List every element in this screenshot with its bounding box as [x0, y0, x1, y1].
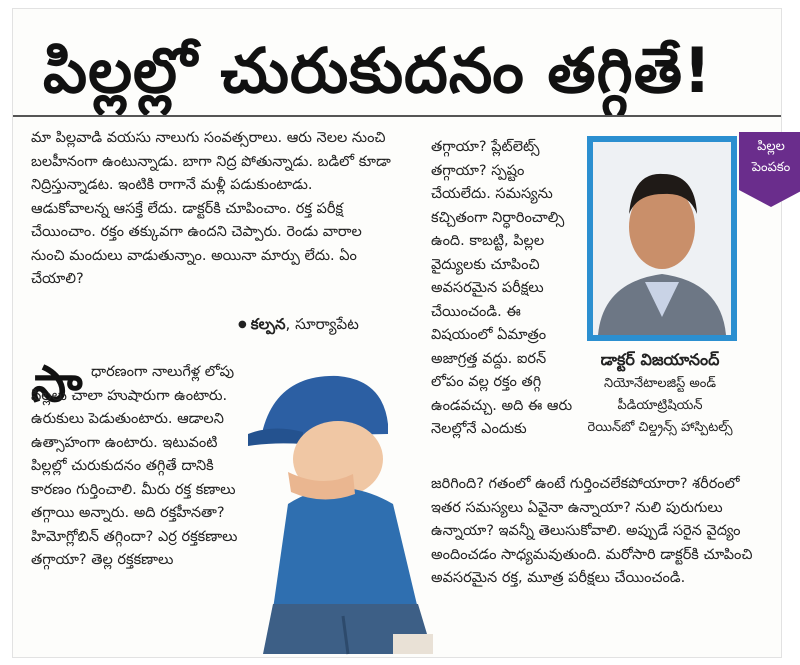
headline-divider [13, 115, 781, 117]
tag-line-1: పిల్లల [757, 139, 785, 154]
doctor-caption [565, 347, 755, 439]
dropcap: సా [31, 355, 83, 413]
doctor-photo [593, 142, 731, 335]
doctor-title-1: నియోనేటాలజిస్ట్ అండ్ [604, 376, 716, 391]
answer-column-1: ధారణంగా నాలుగేళ్ల లోపు పిల్లలు చాలా హుషారుగా ఉంటారు. ఉరుకులు పెడుతుంటారు. ఆడాలని ఉత్సాహంగా ఉంటారు. ఇటువంటి పిల్లల్లో చురుకుదనం తగ్గితే దానికి కారణం గుర్తించాలి. మీరు రక్త కణాలు తగ్గాయి అన్నారు. అది రక్తహీనతా? హిమోగ్లోబిన్ తగ్గిందా? ఎర్ర రక్తకణాలు తగ్గాయా? తెల్ల రక్తకణాలు [31, 364, 238, 568]
child-photo [243, 354, 443, 659]
answer-column-3: జరిగింది? గతంలో ఉంటే గుర్తించలేకపోయారా? శరీరంలో ఇతర సమస్యలు ఏవైనా ఉన్నాయా? నులి పురుగులు ఉన్నాయా? ఇవన్నీ తెలుసుకోవాలి. అప్పుడే సరైన వైద్యం అందించడం సాధ్యమవుతుంది. మరోసారి డాక్టర్‌కి చూపించి అవసరమైన రక్త, మూత్ర పరీక్షలు చేయించండి. [431, 476, 753, 586]
headline: పిల్లల్లో చురుకుదనం తగ్గితే! [43, 34, 713, 107]
section-tag [739, 132, 800, 207]
newspaper-clipping [12, 8, 791, 658]
reader-place: , సూర్యాపేట [285, 315, 359, 333]
sad-child-illustration [243, 354, 443, 659]
bullet-icon: ● [238, 319, 247, 330]
doctor-photo-frame [587, 136, 737, 341]
doctor-portrait [593, 142, 731, 335]
tag-line-2: పెంపకం [751, 160, 791, 175]
reader-signature [238, 315, 359, 337]
doctor-hospital: రెయిన్‌బో చిల్డ్రన్స్ హాస్పిటల్స్ [587, 420, 733, 435]
doctor-title-2: పీడియాట్రిషియన్ [617, 398, 703, 413]
section-tag-label [739, 136, 800, 178]
reader-question: మా పిల్లవాడి వయసు నాలుగు సంవత్సరాలు. ఆరు నెలల నుంచి బలహీనంగా ఉంటున్నాడు. బాగా నిద్ర పోతున్నాడు. బడిలో కూడా నిద్రిస్తున్నాడట. ఇంటికి రాగానే మళ్లీ పడుకుంటాడు. ఆడుకోవాలన్న ఆసక్తే లేదు. డాక్టర్‌కి చూపించాం. రక్త పరీక్ష చేయించాం. రక్తం తక్కువగా ఉందని చెప్పారు. రెండు వారాల నుంచి మందులు వాడుతున్నాం. అయినా మార్పు లేదు. ఏం చేయాలి? [31, 130, 391, 287]
doctor-name: డాక్టర్ విజయానంద్ [600, 350, 720, 369]
reader-name: కల్పన [250, 315, 286, 333]
answer-column-2: తగ్గాయా? ప్లేట్‌లెట్స్ తగ్గాయా? స్పష్టం చేయలేదు. సమస్యను కచ్చితంగా నిర్ధారించాల్సి ఉంది. కాబట్టి, పిల్లల వైద్యులకు చూపించి అవసరమైన పరీక్షలు చేయించండి. ఈ విషయంలో ఏమాత్రం అజాగ్రత్త వద్దు. ఐరన్ లోపం వల్ల రక్తం తగ్గి ఉండవచ్చు. అది ఈ ఆరు నెలల్లోనే ఎందుకు [431, 139, 573, 437]
